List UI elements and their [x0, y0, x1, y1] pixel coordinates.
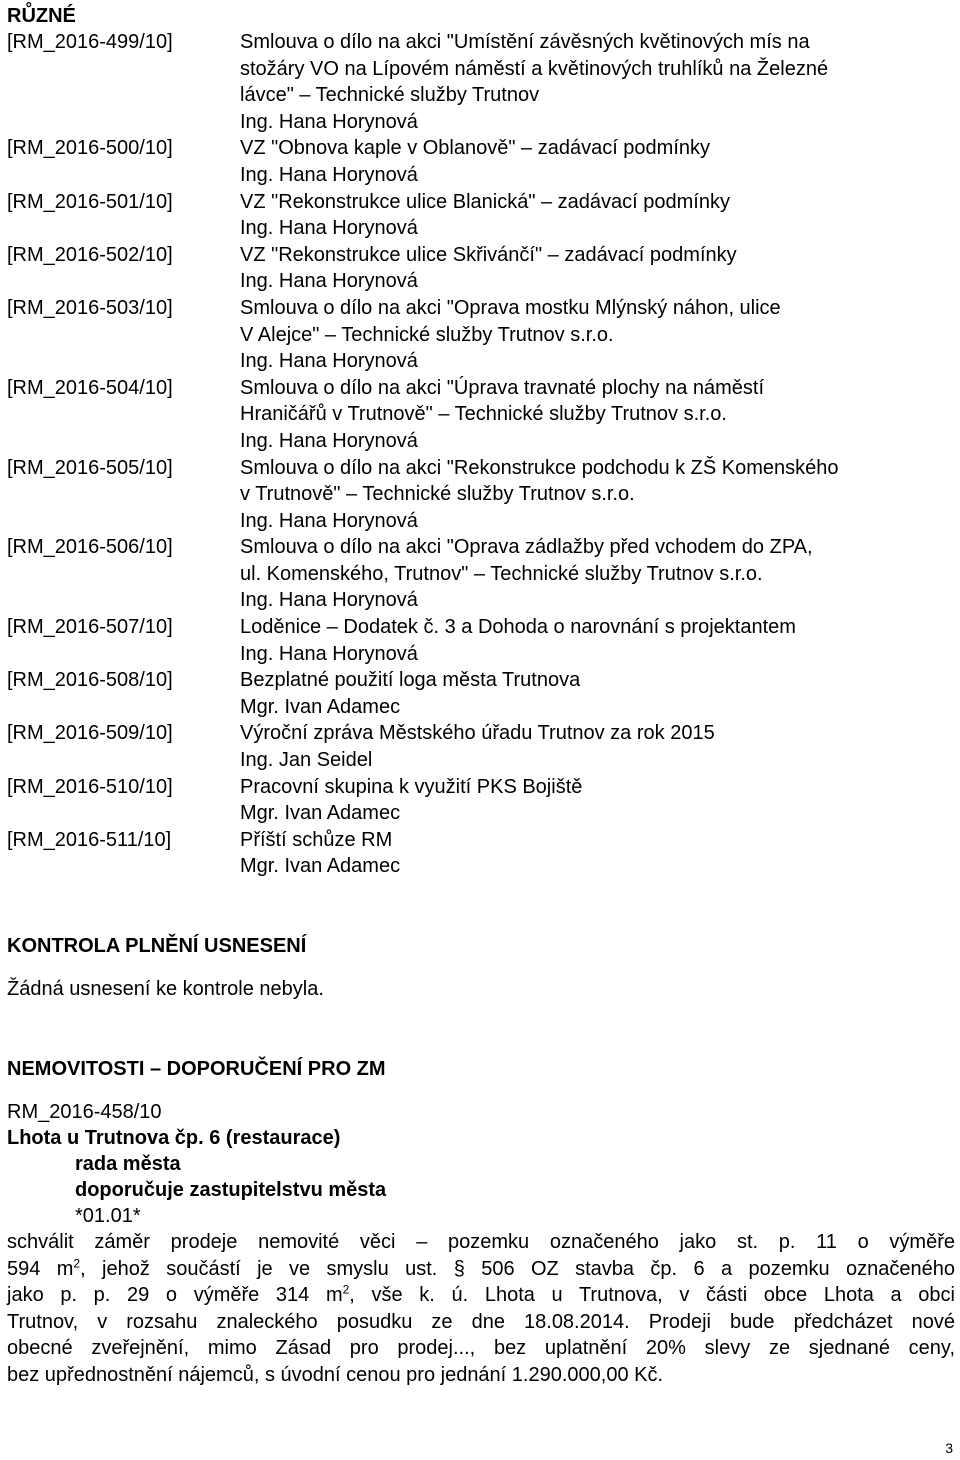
agenda-item-line: Příští schůze RM: [240, 828, 393, 851]
agenda-item-line: V Alejce" – Technické služby Trutnov s.r.o.: [240, 323, 614, 346]
paragraph-line: schválit záměr prodeje nemovité věci – pozemku označeného jako st. p. 11 o výměře: [7, 1231, 955, 1253]
resolution-point: *01.01*: [75, 1205, 141, 1227]
agenda-item-line: Ing. Hana Horynová: [240, 589, 418, 612]
agenda-item-code: [RM_2016-507/10]: [7, 616, 173, 639]
resolution-paragraph: [7, 1229, 955, 1389]
agenda-item-line: v Trutnově" – Technické služby Trutnov s.r.o.: [240, 483, 635, 506]
agenda-item-body: [240, 295, 955, 375]
agenda-item-line: Pracovní skupina k využití PKS Bojiště: [240, 775, 583, 798]
agenda-item-line: Mgr. Ivan Adamec: [240, 695, 401, 718]
agenda-item-line: Ing. Hana Horynová: [240, 642, 418, 665]
agenda-item-line: lávce" – Technické služby Trutnov: [240, 84, 540, 107]
agenda-item-body: [240, 667, 955, 720]
page-number: 3: [945, 1440, 953, 1456]
agenda-item-body: [240, 29, 955, 135]
section-title-misc: RŮZNÉ: [7, 5, 76, 27]
agenda-item-body: [240, 135, 955, 188]
agenda-item-code: [RM_2016-506/10]: [7, 536, 173, 559]
agenda-item: [7, 455, 955, 535]
agenda-item-line: Výroční zpráva Městského úřadu Trutnov za rok 2015: [240, 722, 715, 745]
paragraph-line: obecné zveřejnění, mimo Zásad pro prodej..., bez uplatnění 20% slevy ze sjednané ceny,: [7, 1337, 955, 1360]
agenda-item-code: [RM_2016-502/10]: [7, 243, 173, 266]
agenda-item-line: Ing. Hana Horynová: [240, 509, 418, 532]
agenda-item-code: [RM_2016-508/10]: [7, 669, 173, 692]
document-page: [7, 0, 955, 1389]
agenda-item-body: [240, 614, 955, 667]
agenda-item: [7, 720, 955, 773]
agenda-item-line: Ing. Hana Horynová: [240, 163, 418, 186]
agenda-item-line: Ing. Hana Horynová: [240, 270, 418, 293]
resolution-subject: Lhota u Trutnova čp. 6 (restaurace): [7, 1127, 341, 1149]
agenda-item-body: [240, 189, 955, 242]
control-text: Žádná usnesení ke kontrole nebyla.: [7, 978, 324, 1000]
agenda-item-line: Ing. Jan Seidel: [240, 749, 373, 772]
agenda-item-body: [240, 455, 955, 535]
agenda-item-body: [240, 375, 955, 455]
section-title-control: KONTROLA PLNĚNÍ USNESENÍ: [7, 935, 307, 957]
agenda-item-code: [RM_2016-509/10]: [7, 722, 173, 745]
agenda-list: [7, 29, 955, 880]
agenda-item-line: ul. Komenského, Trutnov" – Technické služby Trutnov s.r.o.: [240, 562, 763, 585]
agenda-item-body: [240, 242, 955, 295]
agenda-item-code: [RM_2016-504/10]: [7, 376, 173, 399]
agenda-item: [7, 534, 955, 614]
agenda-item-line: Ing. Hana Horynová: [240, 217, 418, 240]
agenda-item: [7, 827, 955, 880]
agenda-item-line: Ing. Hana Horynová: [240, 350, 418, 373]
agenda-item-line: VZ "Rekonstrukce ulice Blanická" – zadávací podmínky: [240, 190, 730, 213]
agenda-item-line: Mgr. Ivan Adamec: [240, 802, 401, 825]
paragraph-line: 594 $m^2$, jehož součástí je ve smyslu ust. § 506 OZ stavba čp. 6 a pozemku označeného: [7, 1255, 955, 1280]
agenda-item-line: VZ "Rekonstrukce ulice Skřivánčí" – zadávací podmínky: [240, 243, 737, 266]
resolution-ref: RM_2016-458/10: [7, 1101, 162, 1123]
agenda-item-line: Loděnice – Dodatek č. 3 a Dohoda o narovnání s projektantem: [240, 616, 796, 639]
paragraph-line: jako p. p. 29 o výměře 314 $m^2$, vše k. ú. Lhota u Trutnova, v části obce Lhota a obci: [7, 1282, 955, 1307]
agenda-item-line: Mgr. Ivan Adamec: [240, 855, 401, 878]
agenda-item-line: Smlouva o dílo na akci "Úprava travnaté plochy na náměstí: [240, 376, 765, 399]
agenda-item: [7, 667, 955, 720]
agenda-item-body: [240, 534, 955, 614]
section-title-property: NEMOVITOSTI – DOPORUČENÍ PRO ZM: [7, 1058, 386, 1080]
agenda-item-line: Hraničářů v Trutnově" – Technické služby Trutnov s.r.o.: [240, 403, 727, 426]
agenda-item-line: Ing. Hana Horynová: [240, 429, 418, 452]
agenda-item-body: [240, 774, 955, 827]
agenda-item-code: [RM_2016-499/10]: [7, 31, 173, 53]
agenda-item-code: [RM_2016-505/10]: [7, 456, 173, 479]
resolution-body: rada města: [75, 1153, 181, 1175]
paragraph-line: bez upřednostnění nájemců, s úvodní cenou pro jednání 1.290.000,00 Kč.: [7, 1363, 664, 1386]
agenda-item-line: Smlouva o dílo na akci "Oprava mostku Mlýnský náhon, ulice: [240, 296, 781, 319]
agenda-item-code: [RM_2016-500/10]: [7, 137, 173, 160]
agenda-item-line: Bezplatné použití loga města Trutnova: [240, 669, 581, 692]
agenda-item-line: VZ "Obnova kaple v Oblanově" – zadávací podmínky: [240, 137, 711, 160]
agenda-item: [7, 614, 955, 667]
agenda-item-code: [RM_2016-510/10]: [7, 775, 173, 798]
agenda-item: [7, 774, 955, 827]
agenda-item-code: [RM_2016-503/10]: [7, 296, 173, 319]
agenda-item-code: [RM_2016-511/10]: [7, 828, 172, 851]
agenda-item-line: Ing. Hana Horynová: [240, 110, 418, 133]
resolution-action: doporučuje zastupitelstvu města: [75, 1179, 387, 1201]
agenda-item: [7, 29, 955, 135]
agenda-item-body: [240, 827, 955, 880]
agenda-item-line: Smlouva o dílo na akci "Oprava zádlažby před vchodem do ZPA,: [240, 536, 813, 559]
agenda-item-line: Smlouva o dílo na akci "Rekonstrukce podchodu k ZŠ Komenského: [240, 456, 839, 479]
agenda-item: [7, 295, 955, 375]
agenda-item-line: Smlouva o dílo na akci "Umístění závěsných květinových mís na: [240, 31, 810, 53]
agenda-item-body: [240, 720, 955, 773]
agenda-item-code: [RM_2016-501/10]: [7, 190, 173, 213]
paragraph-line: Trutnov, v rozsahu znaleckého posudku ze dne 18.08.2014. Prodeji bude předcházet nové: [7, 1310, 955, 1333]
agenda-item: [7, 189, 955, 242]
agenda-item: [7, 135, 955, 188]
agenda-item: [7, 375, 955, 455]
agenda-item: [7, 242, 955, 295]
agenda-item-line: stožáry VO na Lípovém náměstí a květinových truhlíků na Železné: [240, 57, 829, 80]
